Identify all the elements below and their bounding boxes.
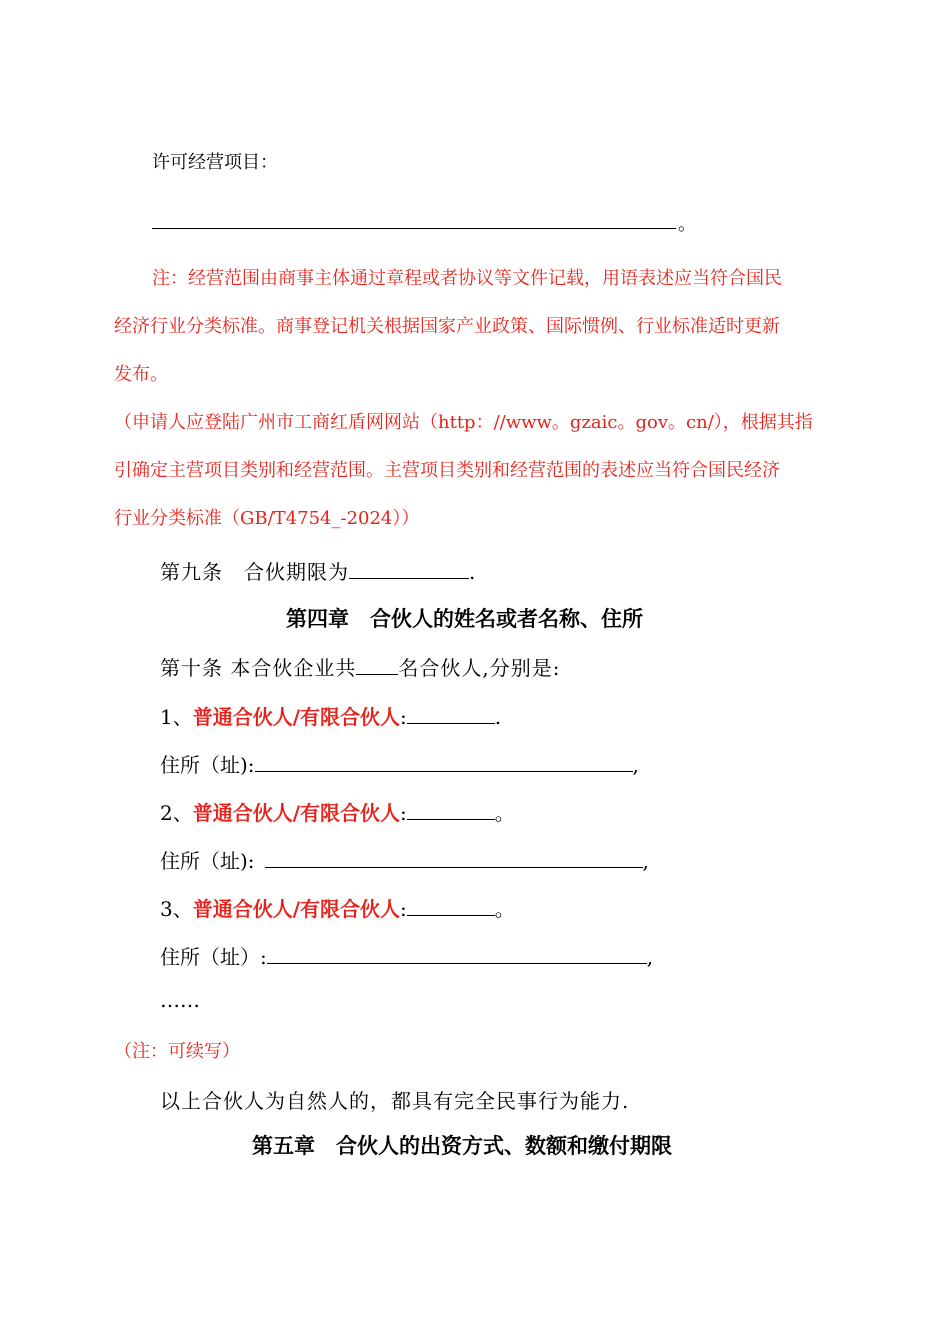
- address-blank[interactable]: [265, 847, 643, 868]
- partner-end: 。: [494, 897, 515, 921]
- applicant-note: [114, 399, 844, 543]
- partner-2-address: [160, 845, 649, 874]
- address-end: ,: [646, 945, 654, 969]
- scope-note-line: 经济行业分类标准。商事登记机关根据国家产业政策、国际惯例、行业标准适时更新: [114, 316, 780, 337]
- partner-3-address: [160, 941, 653, 970]
- partner-3: [160, 893, 515, 922]
- article-10-pre: 第十条 本合伙企业共: [160, 656, 357, 680]
- partner-count-blank[interactable]: [356, 654, 398, 675]
- license-end: 。: [678, 214, 696, 235]
- article-9: [160, 556, 476, 585]
- address-blank[interactable]: [267, 943, 647, 964]
- applicant-note-line: 行业分类标准（GB/T4754_-2024））: [114, 508, 420, 529]
- partner-colon: :: [400, 897, 407, 921]
- partner-name-blank[interactable]: [407, 703, 495, 724]
- address-end: ,: [632, 753, 639, 777]
- article-10-post: 名合伙人,分别是:: [398, 656, 561, 680]
- address-blank[interactable]: [255, 751, 633, 772]
- partner-type: 普通合伙人/有限合伙人: [192, 801, 401, 825]
- partner-1-address: [160, 749, 639, 778]
- chapter-5-heading: 第五章 合伙人的出资方式、数额和缴付期限: [252, 1134, 672, 1158]
- scope-note-line: 发布。: [114, 364, 168, 385]
- partner-colon: :: [400, 801, 407, 825]
- partner-end: .: [494, 705, 502, 729]
- continue-note: （注：可续写）: [114, 1041, 240, 1062]
- article-9-end: .: [469, 560, 477, 584]
- license-label: 许可经营项目：: [152, 152, 278, 173]
- partner-number: 1、: [160, 705, 193, 729]
- term-blank[interactable]: [349, 558, 469, 579]
- applicant-note-line: 引确定主营项目类别和经营范围。主营项目类别和经营范围的表述应当符合国民经济: [114, 460, 780, 481]
- capacity-statement: 以上合伙人为自然人的，都具有完全民事行为能力.: [160, 1089, 630, 1113]
- address-label: 住所（址）:: [160, 945, 267, 969]
- address-end: ,: [642, 849, 649, 873]
- partner-type: 普通合伙人/有限合伙人: [192, 897, 401, 921]
- article-9-text: 第九条 合伙期限为: [160, 560, 349, 584]
- partner-name-blank[interactable]: [407, 799, 495, 820]
- partner-2: [160, 797, 515, 826]
- partner-end: 。: [494, 801, 515, 825]
- address-label: 住所（址):: [160, 849, 255, 873]
- partner-number: 2、: [160, 801, 193, 825]
- applicant-note-line: （申请人应登陆广州市工商红盾网网站（http：//www。gzaic。gov。cn/），根据其指: [114, 412, 813, 433]
- chapter-4-heading: 第四章 合伙人的姓名或者名称、住所: [286, 607, 643, 631]
- scope-note: [114, 255, 844, 399]
- partner-number: 3、: [160, 897, 193, 921]
- article-10: [160, 652, 560, 681]
- partner-type: 普通合伙人/有限合伙人: [192, 705, 401, 729]
- partner-name-blank[interactable]: [407, 895, 495, 916]
- address-label: 住所（址):: [160, 753, 255, 777]
- license-blank[interactable]: [152, 212, 676, 229]
- ellipsis: ……: [160, 988, 200, 1012]
- partner-colon: :: [400, 705, 407, 729]
- partner-1: [160, 701, 501, 730]
- scope-note-line: 注：经营范围由商事主体通过章程或者协议等文件记载，用语表述应当符合国民: [152, 268, 782, 289]
